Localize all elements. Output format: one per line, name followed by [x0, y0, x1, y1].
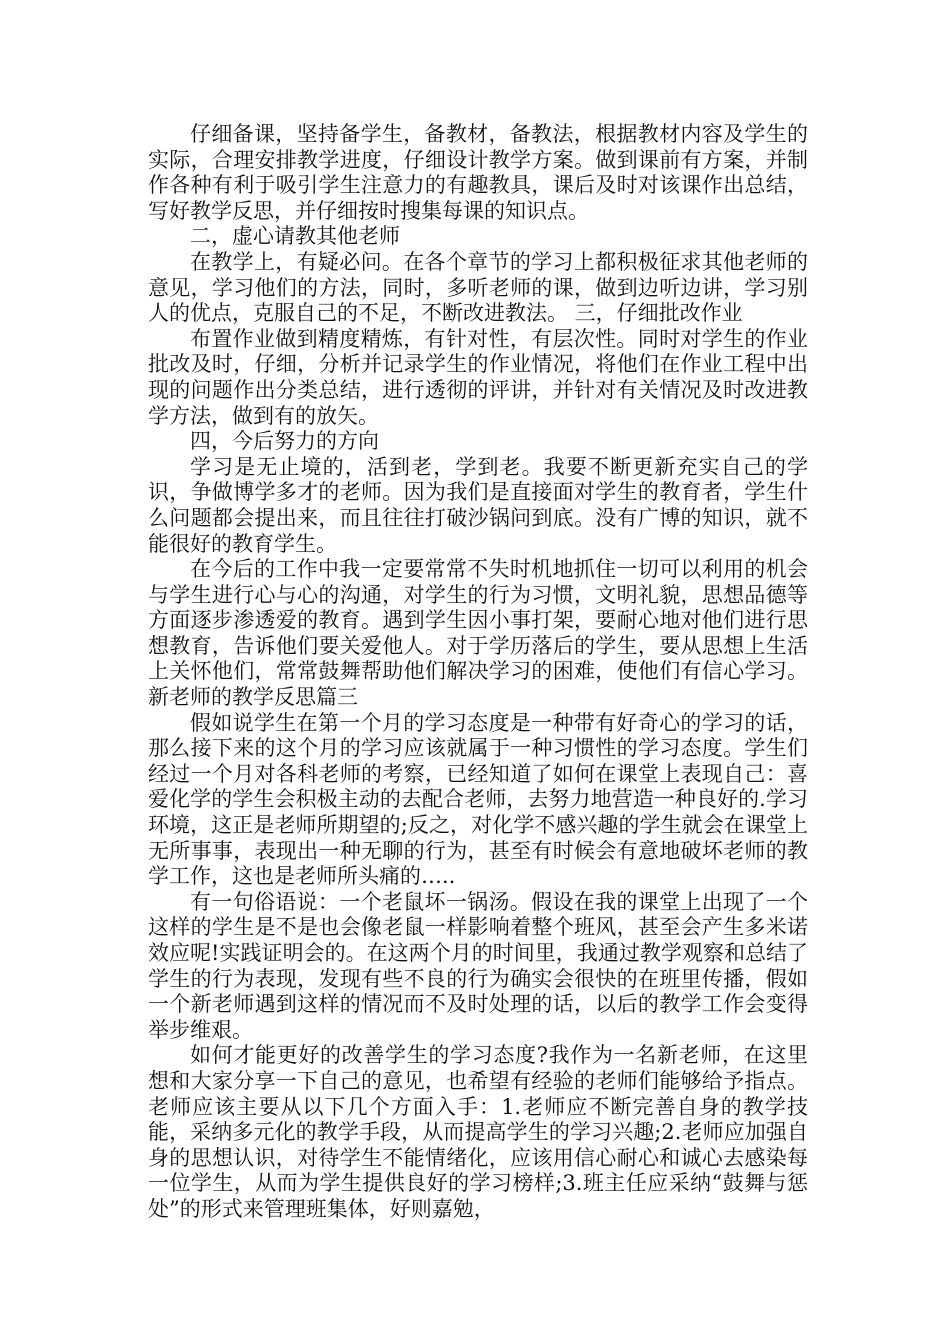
paragraph-student-communication: 在今后的工作中我一定要常常不失时机地抓住一切可以利用的机会与学生进行心与心的沟通，对学生的行为习惯，文明礼貌，思想品德等方面逐步渗透爱的教育。遇到学生因小事打架，要耐心地对他们进行思想教育，告诉他们要关爱他人。对于学历落后的学生，要从思想上生活上关怀他们，常常鼓舞帮助他们解决学习的困难，使他们有信心学习。 新老师的教学反思篇三 — [148, 557, 808, 710]
paragraph-homework: 布置作业做到精度精炼，有针对性，有层次性。同时对学生的作业批改及时，仔细，分析并记录学生的作业情况，将他们在作业工程中出现的问题作出分类总结，进行透彻的评讲，并针对有关情况及时改进教学方法，做到有的放矢。 — [148, 326, 808, 428]
paragraph-lifelong-learning: 学习是无止境的，活到老，学到老。我要不断更新充实自己的学识，争做博学多才的老师。因为我们是直接面对学生的教育者，学生什么问题都会提出来，而且往往打破沙锅问到底。没有广博的知识，就不能很好的教育学生。 — [148, 454, 808, 556]
paragraph-improvement-methods: 如何才能更好的改善学生的学习态度?我作为一名新老师，在这里想和大家分享一下自己的意见，也希望有经验的老师们能够给予指点。老师应该主要从以下几个方面入手：1.老师应不断完善自身的教学技能，采纳多元化的教学手段，从而提高学生的学习兴趣;2.老师应加强自身的思想认识，对待学生不能情绪化，应该用信心耐心和诚心去感染每一位学生，从而为学生提供良好的学习榜样;3.班主任应采纳“鼓舞与惩处”的形式来管理班集体，好则嘉勉， — [148, 1043, 808, 1221]
paragraph-lesson-prep: 仔细备课，坚持备学生，备教材，备教法，根据教材内容及学生的实际，合理安排教学进度，仔细设计教学方案。做到课前有方案，并制作各种有利于吸引学生注意力的有趣教具，课后及时对该课作出总结，写好教学反思，并仔细按时搜集每课的知识点。 — [148, 122, 808, 223]
document-page — [148, 122, 808, 1223]
section-heading-consult-teachers: 二，虚心请教其他老师 — [190, 224, 400, 249]
paragraph-consult-teachers: 在教学上，有疑必问。在各个章节的学习上都积极征求其他老师的意见，学习他们的方法，同时，多听老师的课，做到边听边讲，学习别人的优点，克服自己的不足，不断改进教法。 三，仔细批改作业 — [148, 249, 808, 326]
paragraph-proverb: 有一句俗语说：一个老鼠坏一锅汤。假设在我的课堂上出现了一个这样的学生是不是也会像老鼠一样影响着整个班风，甚至会产生多米诺效应呢!实践证明会的。在这两个月的时间里，我通过教学观察和总结了学生的行为表现，发现有些不良的行为确实会很快的在班里传播，假如一个新老师遇到这样的情况而不及时处理的话，以后的教学工作会变得举步维艰。 — [148, 889, 808, 1042]
paragraph-learning-attitude: 假如说学生在第一个月的学习态度是一种带有好奇心的学习的话，那么接下来的这个月的学习应该就属于一种习惯性的学习态度。学生们经过一个月对各科老师的考察，已经知道了如何在课堂上表现自己：喜爱化学的学生会积极主动的去配合老师，去努力地营造一种良好的.学习环境，这正是老师所期望的;反之，对化学不感兴趣的学生就会在课堂上无所事事，表现出一种无聊的行为，甚至有时候会有意地破坏老师的教学工作，这也是老师所头痛的….. — [148, 710, 808, 889]
section-heading-future-direction: 四，今后努力的方向 — [190, 429, 379, 454]
